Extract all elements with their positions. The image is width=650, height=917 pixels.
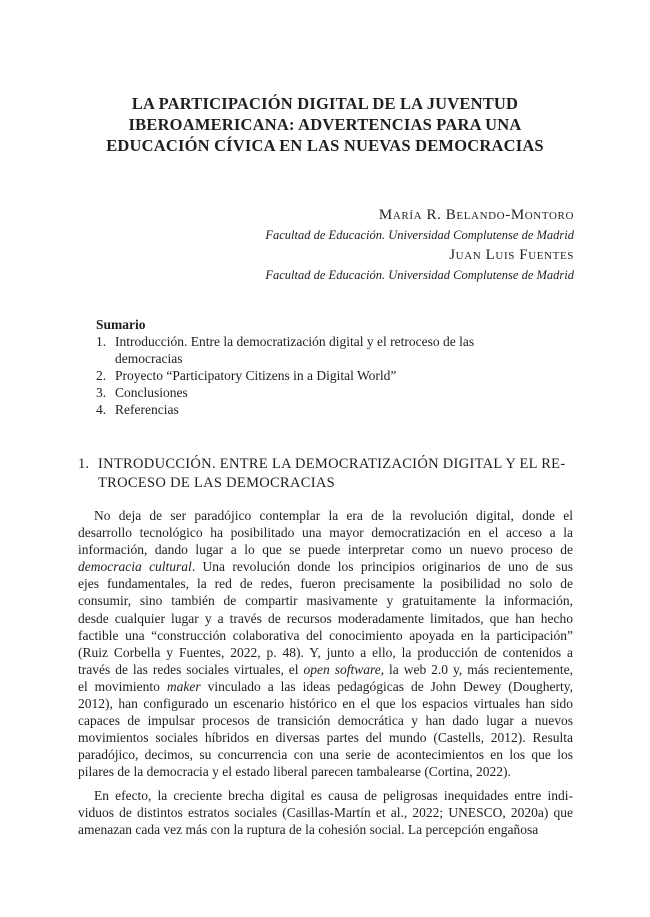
chapter-title	[80, 93, 570, 156]
paragraph-line: paradójico, decimos, su concurrencia con una serie de acontecimientos en los que los	[78, 747, 573, 763]
author-name: Juan Luis Fuentes	[449, 247, 574, 263]
section-heading	[78, 455, 573, 493]
paragraph-line: (Ruiz Corbella y Fuentes, 2022, p. 48). Y, junto a ello, la producción de contenidos a	[78, 644, 573, 660]
paragraph-line	[78, 661, 573, 678]
paragraph-line: desarrollo tecnológico ha posibilitado una mayor democratización en el acceso a la	[78, 525, 573, 541]
section-title-line: INTRODUCCIÓN. ENTRE LA DEMOCRATIZACIÓN DIGITAL Y EL RE-	[98, 456, 566, 472]
summary-item-number: 2.	[96, 368, 107, 383]
paragraph-line: pilares de la democracia y el estado liberal parecen tambalearse (Cortina, 2022).	[78, 764, 511, 780]
paragraph	[78, 787, 573, 838]
italic-term: democracia cultural	[78, 559, 192, 575]
paragraph-line: ejes fundamentales, la red de redes, fueron precisamente la posibilidad no solo de	[78, 576, 573, 592]
summary-item	[96, 367, 566, 384]
summary-heading: Sumario	[96, 317, 146, 332]
text-run: el movimiento	[78, 678, 167, 694]
paragraph-line: consumir, sino también de compartir masivamente y gratuitamente la información,	[78, 593, 573, 609]
paragraph-line: factible una “construcción colaborativa del conocimiento apoyada en la participación”	[78, 627, 573, 643]
body-text	[78, 507, 573, 838]
summary-item-text: democracias	[115, 351, 183, 366]
text-run: vinculado a las ideas pedagógicas de John Dewey (Dougherty,	[200, 678, 573, 694]
paragraph-line: desde cualquier lugar y a través de recursos moderadamente limitados, que han hecho	[78, 610, 573, 626]
paragraph-line	[78, 558, 573, 575]
italic-term: maker	[166, 678, 201, 694]
title-line: LA PARTICIPACIÓN DIGITAL DE LA JUVENTUD	[131, 94, 519, 113]
paragraph-line: información, dando lugar a lo que se puede interpretar como un nuevo proceso de	[78, 542, 573, 558]
author-affiliation: Facultad de Educación. Universidad Complutense de Madrid	[265, 228, 574, 242]
paragraph-line: amenazan cada vez más con la ruptura de la cohesión social. La percepción engañosa	[78, 821, 539, 837]
title-line: EDUCACIÓN CÍVICA EN LAS NUEVAS DEMOCRACIAS	[106, 136, 544, 155]
paragraph-line: 2012), han configurado un escenario histórico en el que los espacios virtuales han sido	[78, 696, 573, 712]
author-block	[174, 205, 574, 285]
paragraph-line: En efecto, la creciente brecha digital es causa de peligrosas inequidades entre indi-	[94, 787, 573, 803]
summary-item-number: 3.	[96, 385, 107, 400]
title-line: IBEROAMERICANA: ADVERTENCIAS PARA UNA	[128, 115, 522, 134]
author-affiliation: Facultad de Educación. Universidad Complutense de Madrid	[265, 268, 574, 282]
summary-item-text: Introducción. Entre la democratización digital y el retroceso de las	[115, 334, 475, 349]
summary-list	[96, 333, 566, 418]
text-run: través de las redes sociales virtuales, el	[78, 661, 304, 677]
summary-block	[96, 316, 566, 418]
section-number: 1.	[78, 456, 90, 472]
paragraph-line: movimientos sociales híbridos en diversas partes del mundo (Castells, 2012). Resulta	[78, 730, 573, 746]
paragraph-line	[78, 678, 573, 695]
paragraph-line: No deja de ser paradójico contemplar la era de la revolución digital, donde el	[94, 508, 573, 523]
text-run: , la web 2.0 y, más recientemente,	[380, 661, 573, 677]
summary-item	[96, 333, 566, 367]
italic-term: open software	[303, 661, 381, 677]
summary-item-number: 1.	[96, 334, 107, 349]
paragraph-line: capaces de impulsar procesos de transición democrática y han dado lugar a nuevos	[78, 713, 573, 729]
summary-item	[96, 384, 566, 401]
paragraph-line: viduos de distintos estratos sociales (Casillas-Martín et al., 2022; UNESCO, 2020a) que	[78, 804, 573, 820]
summary-item-text: Conclusiones	[115, 385, 188, 400]
paragraph	[78, 507, 573, 781]
summary-item-text: Referencias	[115, 402, 179, 417]
section-title-line: TROCESO DE LAS DEMOCRACIAS	[98, 475, 336, 491]
section-title	[78, 455, 573, 493]
summary-item	[96, 401, 566, 418]
author-name: María R. Belando-Montoro	[378, 207, 574, 223]
text-run: . Una revolución donde los principios originarios de uno de sus	[191, 559, 573, 575]
summary-item-text: Proyecto “Participatory Citizens in a Digital World”	[115, 368, 397, 383]
summary-item-number: 4.	[96, 402, 107, 417]
